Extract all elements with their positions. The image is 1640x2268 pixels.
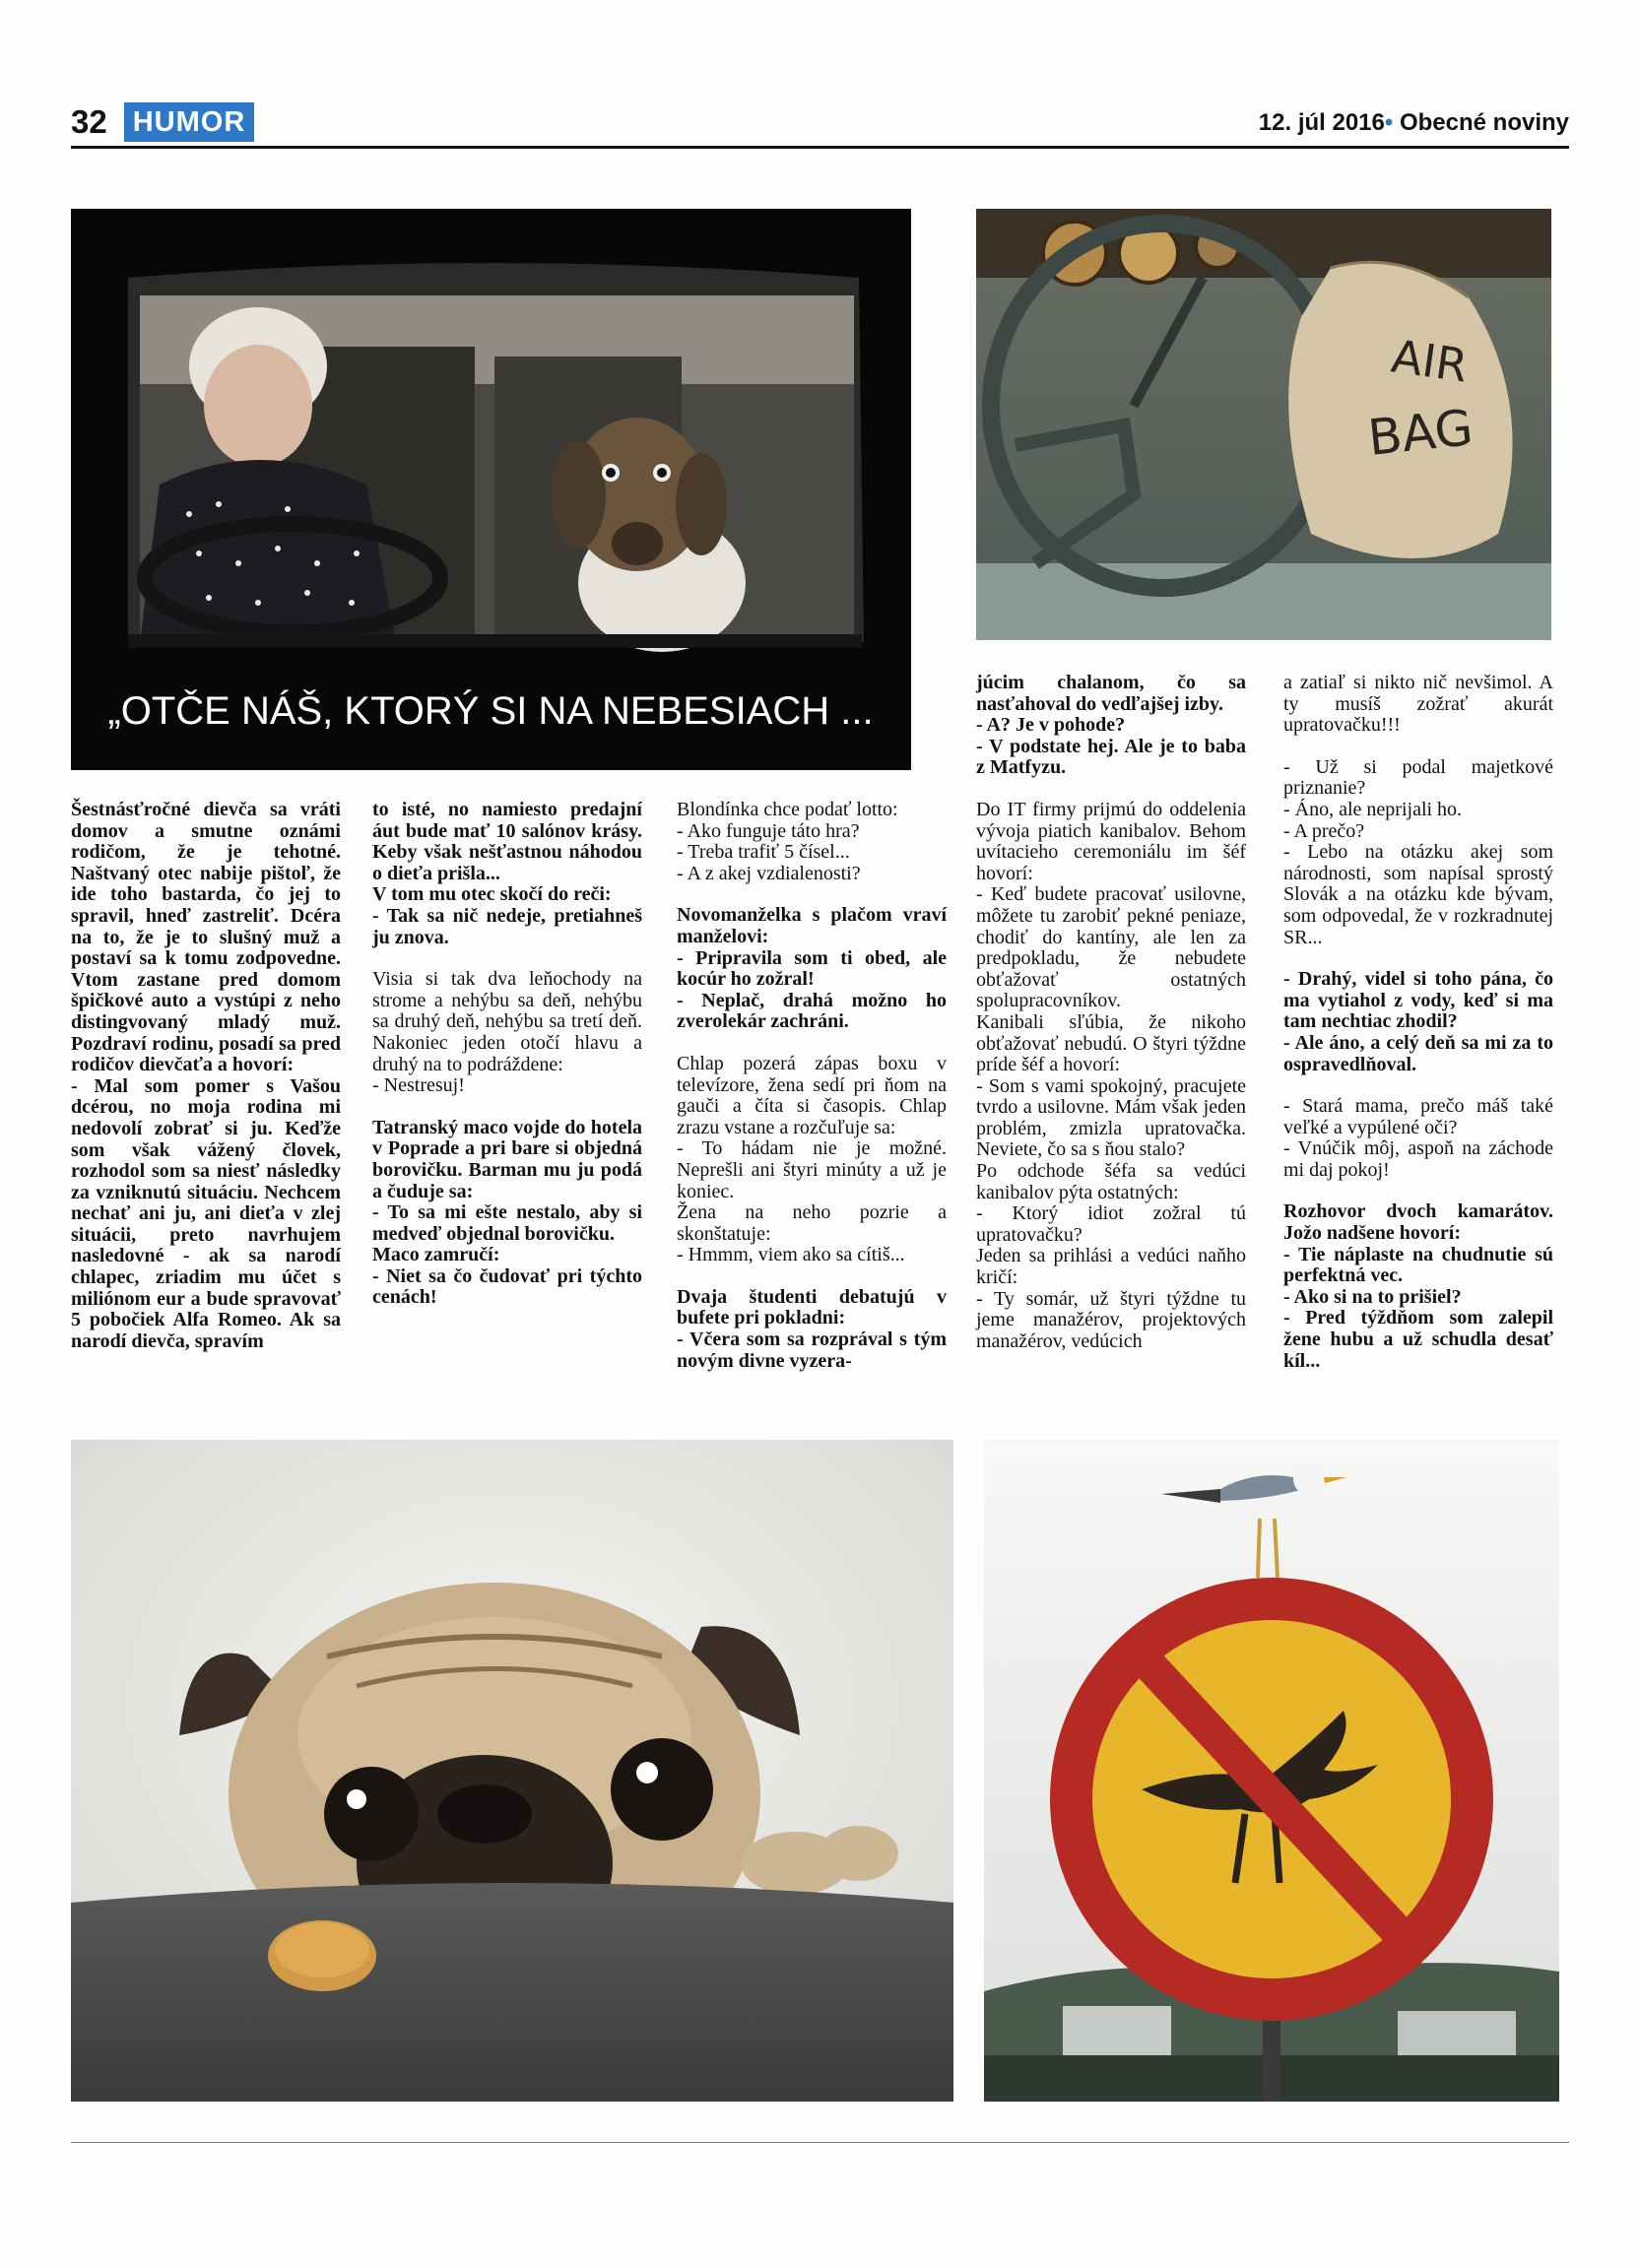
joke-line: - A z akej vzdialenosti?: [677, 862, 861, 884]
joke-line: Po odchode šéfa sa vedúci kanibalov pýta ostatných:: [976, 1160, 1246, 1203]
joke-line: - Pred týždňom som zalepil žene hubu a už schudla desať kíl...: [1283, 1307, 1553, 1372]
photo-airbag: [976, 209, 1551, 640]
joke-line: - Neplač, drahá možno ho zverolekár zachráni.: [677, 989, 947, 1033]
joke-line: - Tie náplaste na chudnutie sú perfektná vec.: [1283, 1243, 1553, 1287]
joke-column-3: [677, 800, 947, 1372]
joke-line: - Áno, ale neprijali ho.: [1283, 798, 1463, 820]
joke-line: - Stará mama, prečo máš také veľké a vypúlené oči?: [1283, 1095, 1553, 1138]
joke-line: - Lebo na otázku akej som národnosti, som napísal sprostý Slovák a na otázku kde bývam, som odpovedal, že v rozkradnutej SR...: [1283, 841, 1553, 948]
joke-line: - Pripravila som ti obed, ale kocúr ho zožral!: [677, 946, 947, 991]
joke-line: Novomanželka s plačom vraví manželovi:: [677, 904, 947, 947]
joke-line: - Ale áno, a celý deň sa mi za to ospravedlňoval.: [1283, 1031, 1553, 1075]
joke-line: - Drahý, videl si toho pána, čo ma vytiahol z vody, keď si ma tam nechtiac zhodil?: [1283, 968, 1553, 1033]
joke-line: - Nestresuj!: [372, 1074, 465, 1097]
joke-line: Žena na neho pozrie a skonštatuje:: [677, 1201, 947, 1245]
joke-paragraph: [677, 800, 947, 884]
airbag-label-top: AIR: [1388, 329, 1472, 393]
footer-divider: [71, 2142, 1569, 2143]
joke-paragraph: [677, 905, 947, 1033]
joke-line: Maco zamručí:: [372, 1244, 500, 1266]
joke-line: Visia si tak dva leňochody na strome a nehýbu sa deň, nehýbu sa druhý deň, nehýbu sa tretí deň. Nakoniec jeden otočí hlavu a druhý na to podráždene:: [372, 968, 642, 1075]
joke-line: Rozhovor dvoch kamarátov. Jožo nadšene hovorí:: [1283, 1200, 1553, 1245]
joke-paragraph: [71, 800, 341, 1352]
photo-grandma-driving: [71, 209, 911, 770]
joke-paragraph: [1283, 1201, 1553, 1372]
joke-line: - Niet sa čo čudovať pri týchto cenách!: [372, 1264, 642, 1309]
joke-paragraph: [1283, 1096, 1553, 1181]
joke-line: - Keď budete pracovať usilovne, môžete tu zarobiť pekné peniaze, chodiť do kantíny, ale len za predpokladu, že nebudete obťažovať ostatných spolupracovníkov.: [976, 883, 1246, 1012]
joke-line: - Včera som sa rozprával s tým novým divne vyzera-: [677, 1328, 947, 1372]
joke-line: Kanibali sľúbia, že nikoho obťažovať nebudú. O štyri týždne príde šéf a hovorí:: [976, 1010, 1246, 1076]
joke-column-1: [71, 800, 341, 1352]
joke-line: - To sa mi ešte nestalo, aby si medveď objednal borovičku.: [372, 1201, 642, 1245]
bullet-icon: •: [1384, 109, 1394, 136]
joke-paragraph: [372, 969, 642, 1097]
joke-paragraph: [1283, 969, 1553, 1075]
joke-line: - Ty somár, už štyri týždne tu jeme manažérov, projektových manažérov, vedúcich: [976, 1287, 1246, 1352]
joke-line: - To hádam nie je možné. Neprešli ani štyri minúty a už je koniec.: [677, 1137, 947, 1202]
header-divider: [71, 146, 1569, 149]
joke-line: - Ako si na to prišiel?: [1283, 1285, 1462, 1308]
joke-column-2: [372, 800, 642, 1309]
airbag-label-bottom: BAG: [1365, 399, 1476, 467]
joke-column-4: [976, 673, 1246, 1352]
joke-column-5: [1283, 673, 1553, 1372]
joke-paragraph: [372, 800, 642, 948]
joke-paragraph: [976, 800, 1246, 1352]
joke-line: Chlap pozerá zápas boxu v televízore, žena sedí pri ňom na gauči a číta si časopis. Chlap zrazu vstane a rozčuľuje sa:: [677, 1052, 947, 1138]
joke-line: - Treba trafiť 5 čísel...: [677, 841, 850, 864]
joke-paragraph: [677, 1054, 947, 1266]
joke-line: a zatiaľ si nikto nič nevšimol. A ty musíš zožrať akurát upratovačku!!!: [1283, 672, 1553, 737]
joke-paragraph: [677, 1287, 947, 1372]
joke-line: - Ako funguje táto hra?: [677, 819, 860, 842]
joke-line: - Tak sa nič nedeje, pretiahneš ju znova.: [372, 904, 642, 948]
joke-line: - Som s vami spokojný, pracujete tvrdo a usilovne. Mám však jeden problém, zmizla upratovačka. Neviete, čo sa s ňou stalo?: [976, 1074, 1246, 1161]
joke-paragraph: [1283, 673, 1553, 737]
issue-date: 12. júl 2016: [1258, 109, 1385, 136]
joke-line: - V podstate hej. Ale je to baba z Matfyzu.: [976, 735, 1246, 779]
joke-line: V tom mu otec skočí do reči:: [372, 883, 612, 906]
joke-paragraph: [372, 1118, 642, 1309]
car-photo-caption: „OTČE NÁŠ, KTORÝ SI NA NEBESIACH ...: [107, 689, 874, 733]
publication-name: Obecné noviny: [1399, 109, 1569, 136]
joke-line: Tatranský maco vojde do hotela v Poprade a pri bare si objedná borovičku. Barman mu ju podá a čuduje sa:: [372, 1116, 642, 1202]
joke-line: - A? Je v pohode?: [976, 714, 1126, 737]
joke-line: Blondínka chce podať lotto:: [677, 799, 898, 820]
issue-info: [1259, 108, 1569, 138]
photo-seagull-sign: [984, 1440, 1559, 2102]
section-badge: HUMOR: [124, 102, 254, 142]
joke-line: - A prečo?: [1283, 819, 1365, 842]
page-number: 32: [71, 103, 107, 140]
joke-line: Dvaja študenti debatujú v bufete pri pokladni:: [677, 1285, 947, 1329]
joke-line: - Už si podal majetkové priznanie?: [1283, 755, 1553, 800]
photo-pug-cookie: [71, 1440, 953, 2102]
joke-paragraph: [1283, 757, 1553, 948]
joke-line: júcim chalanom, čo sa nasťahoval do vedľajšej izby.: [976, 672, 1246, 715]
joke-line: - Mal som pomer s Vašou dcérou, no moja rodina mi nedovolí zobrať si ju. Keďže som však vážený človek, rozhodol som sa niesť následky za vzniknutú situáciu. Nechcem nechať ani ju, ani dieťa v zlej situácii, preto navrhujem nasledovné - ak sa narodí chlapec, zriadim mu účet s miliónom eur a bude spravovať 5 pobočiek Alfa Romeo. Ak sa narodí dievča, spravím: [71, 1074, 341, 1352]
joke-line: - Vnúčik môj, aspoň na záchode mi daj pokoj!: [1283, 1137, 1553, 1181]
joke-paragraph: [976, 673, 1246, 779]
joke-line: to isté, no namiesto predajní áut bude mať 10 salónov krásy. Keby však nešťastnou náhodou o dieťa prišla...: [372, 799, 642, 884]
joke-line: Jeden sa prihlási a vedúci naňho kričí:: [976, 1245, 1246, 1289]
joke-line: - Hmmm, viem ako sa cítiš...: [677, 1244, 905, 1266]
joke-line: - Ktorý idiot zožral tú upratovačku?: [976, 1202, 1246, 1246]
joke-line: Do IT firmy prijmú do oddelenia vývoja piatich kanibalov. Behom uvítacieho ceremoniálu im šéf hovorí:: [976, 798, 1246, 884]
joke-line: Šestnásťročné dievča sa vráti domov a smutne oznámi rodičom, že je tehotné. Naštvaný otec nabije pištoľ, že ide toho bastarda, čo jej to spravil, hneď zastreliť. Dcéra na to, že je to slušný muž a postaví sa k tomu zodpovedne. Vtom zastane pred domom špičkové auto a vystúpi z neho distingvovaný mladý muž. Pozdraví rodinu, posadí sa pred rodičov dievčaťa a hovorí:: [71, 799, 341, 1076]
